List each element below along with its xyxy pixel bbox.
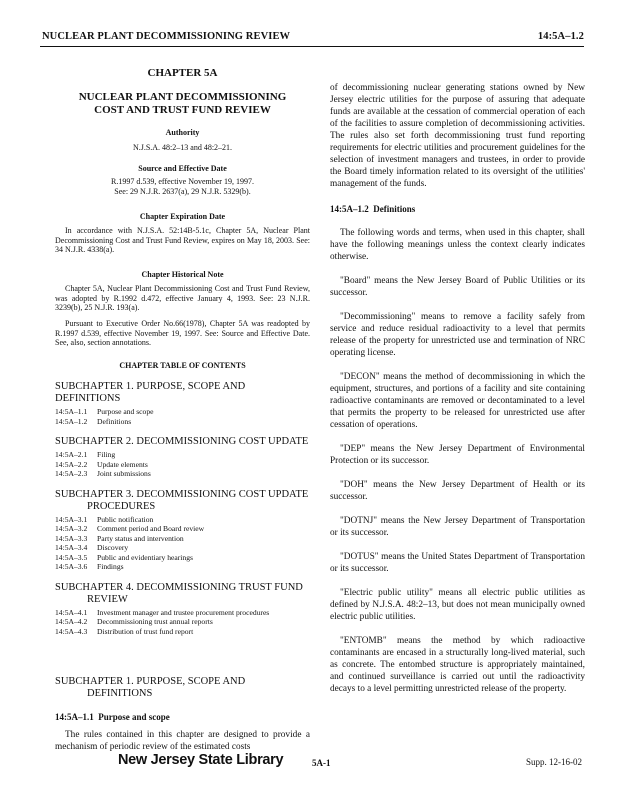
library-watermark: New Jersey State Library [118,752,284,768]
toc-entry-number: 14:5A–3.6 [55,562,88,572]
definition-paragraph: "ENTOMB" means the method by which radioactive contaminants are encased in a structurally long-lived material, such as concrete. The entombed structure is appropriately maintained, and continued surveillance is carried out until the radioactivity decays to a level permitting unrestricted release of the property. [330,636,585,695]
definition-paragraph: "DEP" means the New Jersey Department of Environmental Protection or its successor. [330,444,585,467]
toc-entry [55,407,310,417]
body-subchapter-1-title: SUBCHAPTER 1. PURPOSE, SCOPE AND [55,676,246,688]
definition-paragraph: "DOH" means the New Jersey Department of Health or its successor. [330,480,585,503]
toc-subchapter-1 [55,381,310,405]
toc-entry-number: 14:5A–4.3 [55,626,88,636]
authority-text: N.J.S.A. 48:2–13 and 48:2–21. [132,142,233,152]
toc-entry [55,515,310,525]
toc-entry-number: 14:5A–2.3 [55,469,88,479]
page-number: 5A-1 [312,758,331,768]
expiration-heading: Chapter Expiration Date [139,211,226,221]
history-paragraph-1: Chapter 5A, Nuclear Plant Decommissioning Cost and Trust Fund Review, was adopted by R.1992 d.472, effective January 4, 1993. See: 23 N.J.R. 3239(b), 25 N.J.R. 193(a). [55,284,310,313]
purpose-continuation: of decommissioning nuclear generating stations owned by New Jersey electric utilities for the purpose of assuring that adequate funds are available at the cessation of commercial operation of each of the facilities to assure completion of decommissioning activities. The rules also set forth decommissioning trust fund reporting requirements for electric utilities and procurement guidelines for the selection of investment managers and trustees, in order to provide the Board timely information related to its oversight of the utilities' management of the funds. [330,83,585,189]
toc-entry-number: 14:5A–3.3 [55,533,88,543]
toc-entry-title: Update elements [97,459,148,469]
toc-subchapter-4-title-cont: REVIEW [87,593,128,605]
toc-entry-title: Definitions [97,416,132,426]
toc-entry-title: Public and evidentiary hearings [97,552,193,562]
toc-subchapter-3-title: SUBCHAPTER 3. DECOMMISSIONING COST UPDATE [55,488,309,500]
section-1-2-title: Definitions [373,204,416,214]
toc-entry [55,469,310,479]
toc-entry [55,534,310,544]
toc-entry [55,417,310,427]
body-subchapter-1-heading [55,676,310,700]
toc-entry [55,627,310,637]
body-subchapter-1-title-cont: DEFINITIONS [87,688,153,700]
toc-subchapter-2-list [55,450,310,479]
left-column [55,60,310,753]
toc-entry-number: 14:5A–2.2 [55,459,88,469]
source-line-2: See: 29 N.J.R. 2637(a), 29 N.J.R. 5329(b). [114,186,251,196]
definition-paragraph: "DECON" means the method of decommissioning in which the equipment, structures, and portions of a facility and site containing radioactive contaminants are removed or decontaminated to a level that permits the property to be released for unrestricted use after cessation of operations. [330,372,585,431]
toc-entry-number: 14:5A–1.2 [55,416,88,426]
toc-subchapter-4 [55,582,310,606]
source-heading: Source and Effective Date [138,163,227,173]
toc-entry-number: 14:5A–4.2 [55,617,88,627]
toc-entry-number: 14:5A–4.1 [55,607,88,617]
source-line-1: R.1997 d.539, effective November 19, 1997. [111,176,254,186]
toc-entry-number: 14:5A–3.1 [55,514,88,524]
toc-entry-title: Comment period and Board review [97,524,205,534]
toc-entry-title: Public notification [97,514,154,524]
toc-entry-title: Distribution of trust fund report [97,626,194,636]
toc-entry [55,543,310,553]
definition-paragraph: "Decommissioning" means to remove a facility safely from service and reduce residual radioactivity to a level that permits release of the property for unrestricted use and termination of NRC operating license. [330,312,585,359]
toc-entry-number: 14:5A–3.4 [55,543,88,553]
source-text [55,177,310,197]
chapter-title [55,91,310,117]
definitions-list [330,275,585,695]
toc-entry-title: Filing [97,450,116,460]
section-1-2-number: 14:5A–1.2 [330,204,369,214]
section-1-1-heading [55,712,310,723]
toc-entry [55,562,310,572]
toc-subchapter-3 [55,489,310,513]
toc-subchapter-4-list [55,608,310,637]
toc-entry [55,608,310,618]
section-1-1-number: 14:5A–1.1 [55,712,94,723]
toc-subchapter-4-title: SUBCHAPTER 4. DECOMMISSIONING TRUST FUND [55,581,303,593]
definition-paragraph: "Electric public utility" means all electric public utilities as defined by N.J.S.A. 48:2–13, but does not mean municipally owned electric public utilities. [330,588,585,623]
history-heading: Chapter Historical Note [141,269,224,279]
toc-entry-title: Investment manager and trustee procurement procedures [97,607,270,617]
toc-entry [55,553,310,563]
running-header [42,31,584,47]
toc-entry-title: Party status and intervention [97,533,184,543]
toc-entry-title: Findings [97,562,124,572]
toc-subchapter-2-title: SUBCHAPTER 2. DECOMMISSIONING COST UPDATE [55,436,309,448]
toc-entry-number: 14:5A–2.1 [55,450,88,460]
toc-entry-number: 14:5A–3.2 [55,524,88,534]
definition-paragraph: "DOTUS" means the United States Department of Transportation or its successor. [330,552,585,575]
chapter-title-line-2: COST AND TRUST FUND REVIEW [94,104,271,117]
chapter-number: CHAPTER 5A [147,67,218,79]
toc-subchapter-1-title: SUBCHAPTER 1. PURPOSE, SCOPE AND DEFINITIONS [55,381,246,405]
definition-paragraph: "DOTNJ" means the New Jersey Department of Transportation or its successor. [330,516,585,539]
toc-entry [55,524,310,534]
right-column [330,82,585,695]
toc-subchapter-3-title-cont: PROCEDURES [87,500,156,512]
toc-subchapter-1-list [55,407,310,426]
definitions-intro: The following words and terms, when used in this chapter, shall have the following meanings unless the context clearly indicates otherwise. [330,228,585,263]
toc-entry-number: 14:5A–1.1 [55,407,88,417]
history-paragraph-2: Pursuant to Executive Order No.66(1978), Chapter 5A was readopted by R.1997 d.539, effective November 19, 1997. See: Source and Effective Date. See, also, section annotations. [55,319,310,348]
toc-subchapter-3-list [55,515,310,572]
toc-entry [55,460,310,470]
authority-heading: Authority [165,128,200,138]
toc-entry [55,617,310,627]
toc-entry-number: 14:5A–3.5 [55,552,88,562]
toc-entry-title: Purpose and scope [97,407,154,417]
toc-subchapter-2 [55,436,310,448]
section-1-2-heading [330,204,585,215]
toc-entry [55,450,310,460]
toc-entry-title: Joint submissions [97,469,151,479]
section-1-1-title: Purpose and scope [98,712,170,723]
expiration-paragraph: In accordance with N.J.S.A. 52:14B-5.1c, Chapter 5A, Nuclear Plant Decommissioning Cost and Trust Fund Review, expires on May 18, 2003. See: 34 N.J.R. 4338(a). [55,226,310,255]
toc-entry-title: Decommissioning trust annual reports [97,617,213,627]
toc-heading: CHAPTER TABLE OF CONTENTS [119,360,246,370]
header-section-number: 14:5A–1.2 [537,31,584,42]
header-title: NUCLEAR PLANT DECOMMISSIONING REVIEW [42,31,291,42]
section-1-1-paragraph: The rules contained in this chapter are designed to provide a mechanism of periodic review of the estimated costs [55,730,310,753]
supplement-date: Supp. 12-16-02 [526,757,582,767]
toc-entry-title: Discovery [97,543,129,553]
header-rule [40,46,584,47]
definition-paragraph: "Board" means the New Jersey Board of Public Utilities or its successor. [330,276,585,299]
chapter-title-line-1: NUCLEAR PLANT DECOMMISSIONING [78,91,287,104]
